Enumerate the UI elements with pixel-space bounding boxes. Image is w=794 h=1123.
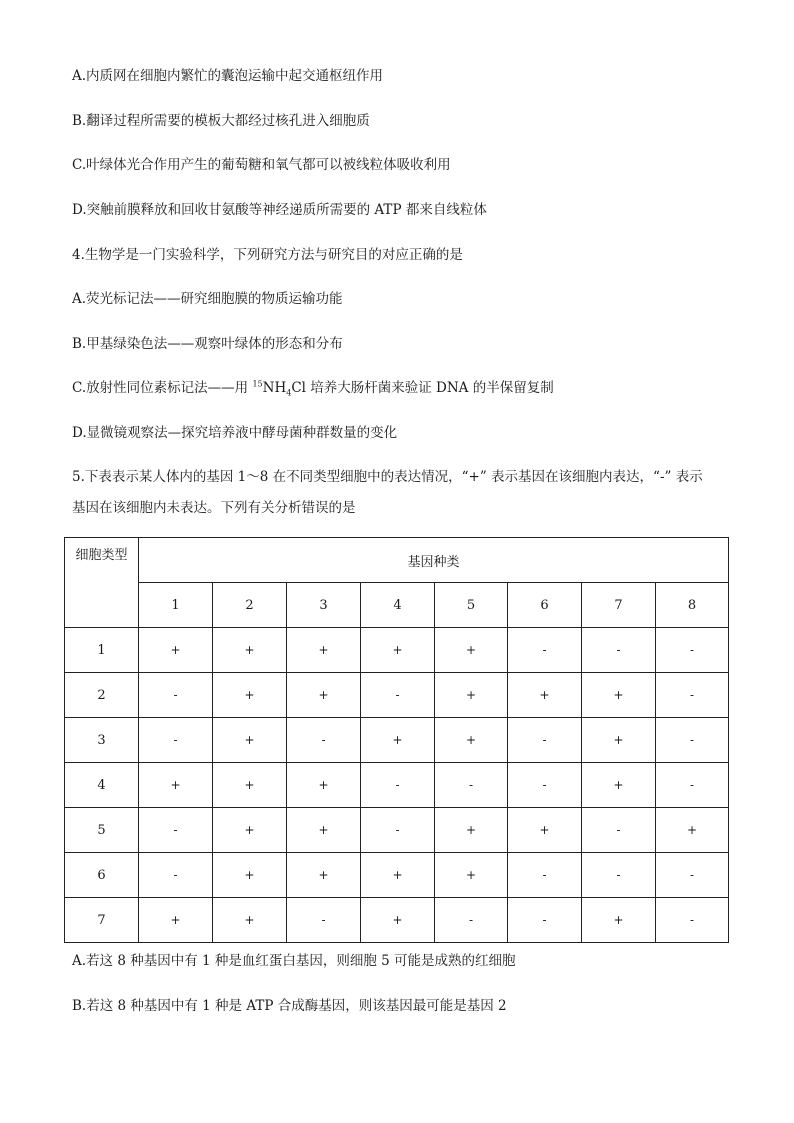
expression-value: - (582, 853, 656, 898)
expression-value: + (656, 808, 729, 853)
gene-header: 7 (582, 583, 656, 628)
ammonium-subscript: 4 (286, 388, 292, 398)
q5-stem-line1: 5.下表表示某人体内的基因 1～8 在不同类型细胞中的表达情况，“+” 表示基因在该细胞内表达，“-” 表示 (72, 469, 703, 485)
expression-value: + (435, 808, 508, 853)
table-row (65, 853, 729, 898)
expression-value: - (656, 898, 729, 943)
expression-value: - (361, 808, 435, 853)
table-row (65, 763, 729, 808)
gene-header: 5 (435, 583, 508, 628)
gene-header: 4 (361, 583, 435, 628)
gene-header: 1 (139, 583, 213, 628)
expression-value: - (139, 808, 213, 853)
expression-value: + (508, 673, 582, 718)
expression-value: - (287, 718, 361, 763)
table-row (65, 628, 729, 673)
expression-value: - (139, 673, 213, 718)
q4-option-c-prefix: C.放射性同位素标记法——用 (72, 380, 253, 396)
expression-value: - (508, 898, 582, 943)
gene-header: 8 (656, 583, 729, 628)
expression-value: - (582, 628, 656, 673)
q5-stem-line2: 基因在该细胞内未表达。下列有关分析错误的是 (72, 500, 356, 516)
expression-value: - (139, 718, 213, 763)
expression-value: - (656, 763, 729, 808)
q3-option-b: B.翻译过程所需要的模板大都经过核孔进入细胞质 (72, 113, 370, 129)
q4-option-d: D.显微镜观察法—探究培养液中酵母菌种群数量的变化 (72, 425, 398, 441)
q4-option-c-suffix: Cl 培养大肠杆菌来验证 DNA 的半保留复制 (291, 380, 554, 396)
expression-value: + (287, 628, 361, 673)
expression-value: + (213, 763, 287, 808)
expression-value: - (508, 718, 582, 763)
table-row (65, 718, 729, 763)
q3-option-a: A.内质网在细胞内繁忙的囊泡运输中起交通枢纽作用 (72, 68, 384, 84)
expression-value: + (582, 673, 656, 718)
expression-value: + (582, 898, 656, 943)
table-row (65, 898, 729, 943)
expression-value: + (508, 808, 582, 853)
gene-header: 6 (508, 583, 582, 628)
cell-type-label: 1 (65, 628, 139, 673)
expression-value: + (435, 673, 508, 718)
expression-value: + (361, 628, 435, 673)
expression-value: + (361, 853, 435, 898)
expression-value: + (213, 628, 287, 673)
expression-value: + (435, 718, 508, 763)
cell-type-label: 6 (65, 853, 139, 898)
expression-value: - (435, 898, 508, 943)
expression-value: + (361, 718, 435, 763)
expression-value: + (287, 853, 361, 898)
expression-value: - (361, 763, 435, 808)
expression-value: + (213, 718, 287, 763)
q4-option-a: A.荧光标记法——研究细胞膜的物质运输功能 (72, 291, 343, 307)
cell-type-label: 3 (65, 718, 139, 763)
expression-value: + (213, 673, 287, 718)
expression-value: - (508, 628, 582, 673)
expression-value: - (287, 898, 361, 943)
expression-value: + (435, 628, 508, 673)
q3-option-d: D.突触前膜释放和回收甘氨酸等神经递质所需要的 ATP 都来自线粒体 (72, 202, 487, 218)
expression-value: - (435, 763, 508, 808)
expression-value: - (582, 808, 656, 853)
expression-value: - (656, 853, 729, 898)
q5-option-b: B.若这 8 种基因中有 1 种是 ATP 合成酶基因，则该基因最可能是基因 2 (72, 998, 507, 1014)
q4-option-b: B.甲基绿染色法——观察叶绿体的形态和分布 (72, 336, 343, 352)
gene-header: 2 (213, 583, 287, 628)
expression-value: + (139, 628, 213, 673)
expression-value: + (213, 808, 287, 853)
expression-value: + (361, 898, 435, 943)
q4-option-c (72, 379, 554, 397)
expression-value: + (435, 853, 508, 898)
table-row (65, 673, 729, 718)
expression-value: - (656, 628, 729, 673)
table-row (65, 808, 729, 853)
expression-value: + (287, 763, 361, 808)
isotope-superscript: 15 (252, 379, 263, 389)
expression-value: + (582, 763, 656, 808)
expression-value: - (508, 853, 582, 898)
gene-header: 3 (287, 583, 361, 628)
expression-value: + (287, 808, 361, 853)
q3-option-c: C.叶绿体光合作用产生的葡萄糖和氧气都可以被线粒体吸收利用 (72, 157, 451, 173)
expression-value: - (656, 673, 729, 718)
ammonium-formula: NH (262, 380, 287, 396)
expression-value: - (361, 673, 435, 718)
cell-type-label: 4 (65, 763, 139, 808)
expression-value: - (139, 853, 213, 898)
gene-group-header: 基因种类 (139, 538, 729, 583)
gene-expression-table (64, 537, 729, 943)
expression-value: + (582, 718, 656, 763)
expression-value: + (139, 763, 213, 808)
expression-value: + (287, 673, 361, 718)
expression-value: - (508, 763, 582, 808)
cell-type-label: 5 (65, 808, 139, 853)
expression-value: + (139, 898, 213, 943)
corner-header: 细胞类型 (65, 538, 139, 628)
q4-stem: 4.生物学是一门实验科学，下列研究方法与研究目的对应正确的是 (72, 247, 463, 263)
cell-type-label: 2 (65, 673, 139, 718)
expression-value: + (213, 898, 287, 943)
q5-option-a: A.若这 8 种基因中有 1 种是血红蛋白基因，则细胞 5 可能是成熟的红细胞 (72, 953, 516, 969)
expression-value: + (213, 853, 287, 898)
cell-type-label: 7 (65, 898, 139, 943)
expression-value: - (656, 718, 729, 763)
